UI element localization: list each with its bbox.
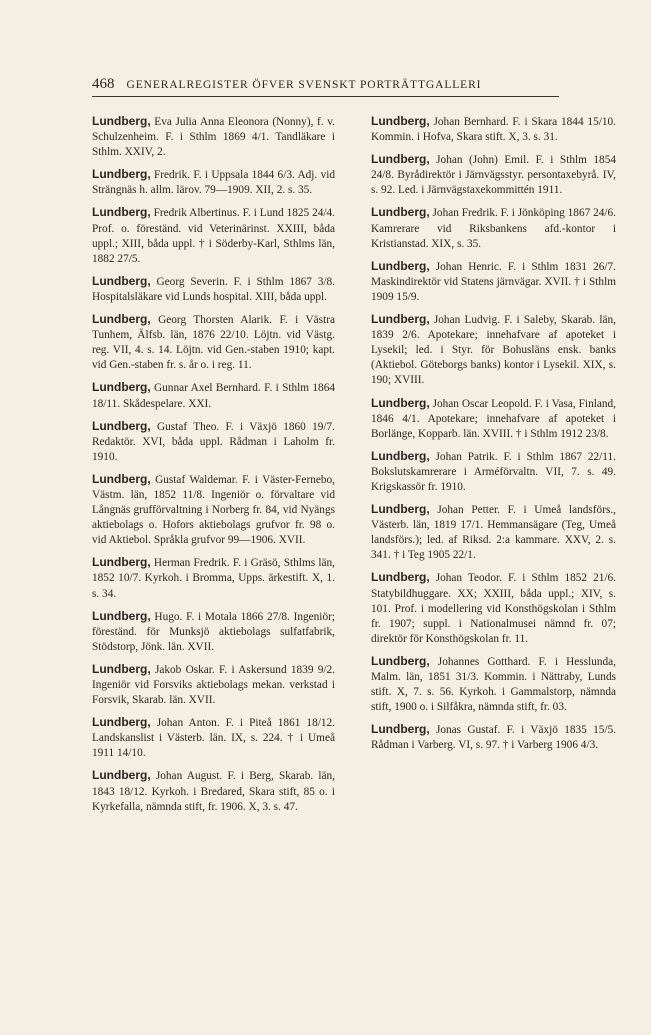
entry-surname: Lundberg,	[92, 167, 151, 182]
entry-surname: Lundberg,	[92, 555, 151, 570]
register-entry	[92, 167, 335, 198]
register-entry	[371, 152, 616, 198]
entry-text: Fredrik. F. i Uppsala 1844 6/3. Adj. vid Strängnäs h. allm. lärov. 79—1909. XII, 2. s. 35.	[92, 169, 335, 197]
register-entry	[92, 609, 335, 655]
entry-text: Johan Patrik. F. i Sthlm 1867 22/11. Bokslutskamrerare i Arméförvaltn. VII, 7. s. 49. Krigskassör fr. 1910.	[371, 450, 616, 493]
entry-surname: Lundberg,	[92, 715, 151, 730]
register-entry	[371, 312, 616, 388]
entry-surname: Lundberg,	[92, 312, 151, 327]
register-entry	[92, 380, 335, 411]
entry-text: Johannes Gotthard. F. i Hesslunda, Malm. län, 1851 31/3. Kommin. i Nättraby, Lunds stift. X, 7. s. 56. Kyrkoh. i Gammalstorp, nämnda stift, 1900 o. i Silfåkra, nämnda stift, fr. 03.	[371, 655, 616, 714]
entry-text: Hugo. F. i Motala 1866 27/8. Ingeniör; föreständ. för Munksjö aktiebolags sulfatfabrik, Stödstorp, Jönk. län. XVII.	[92, 610, 335, 653]
entry-text: Johan Fredrik. F. i Jönköping 1867 24/6. Kamrerare vid Riksbankens afd.-kontor i Kristianstad. XIX, s. 35.	[371, 207, 616, 250]
entry-text: Georg Severin. F. i Sthlm 1867 3/8. Hospitalsläkare vid Lunds hospital. XIII, båda uppl.	[92, 275, 335, 303]
entry-surname: Lundberg,	[92, 273, 151, 288]
register-entry	[371, 570, 616, 646]
register-entry	[371, 114, 616, 145]
entry-text: Georg Thorsten Alarik. F. i Västra Tunhem, Älfsb. län, 1876 22/10. Löjtn. vid Västg. reg. VII, 4. s. 14. Löjtn. vid Gen.-staben 1910; kapt. vid Gen.-staben fr. s. år o. i reg. 11.	[92, 314, 335, 372]
register-entry	[92, 419, 335, 465]
entry-text: Jakob Oskar. F. i Askersund 1839 9/2. Ingeniör vid Forsviks aktiebolags mekan. verkstad i Forsvik, Skarab. län. XVII.	[92, 663, 335, 707]
register-entry	[92, 312, 335, 373]
register-entry	[92, 114, 335, 160]
register-entry	[371, 259, 616, 305]
entry-surname: Lundberg,	[92, 471, 151, 486]
entry-surname: Lundberg,	[371, 114, 430, 128]
page-header	[92, 76, 560, 93]
register-entry	[92, 205, 335, 266]
register-entry	[92, 472, 335, 548]
entry-text: Gustaf Theo. F. i Växjö 1860 19/7. Redaktör. XVI, båda uppl. Rådman i Laholm fr. 1910.	[92, 420, 335, 463]
register-entry	[92, 715, 335, 761]
entry-text: Gunnar Axel Bernhard. F. i Sthlm 1864 18/11. Skådespelare. XXI.	[92, 382, 335, 410]
entry-text: Johan Petter. F. i Umeå landsförs., Västerb. län, 1819 17/1. Hemmansägare (Teg, Umeå landsförs.); led. af Riksd. 2:a kammare. XXV, 2. s. 341. † i Teg 1905 22/1.	[371, 504, 616, 562]
entry-surname: Lundberg,	[92, 114, 151, 128]
entry-text: Gustaf Waldemar. F. i Väster-Fernebo, Västm. län, 1852 11/8. Ingeniör o. förvaltare vid Långnäs grufförvaltning i Norberg fr. 84, vid Nyängs aktiebolags o. Hofors aktiebolags grufvor fr. 98 o. vid Aktiebol. Språkla grufvor 99—1906. XVII.	[92, 473, 335, 547]
entry-surname: Lundberg,	[92, 661, 151, 676]
right-column	[371, 114, 616, 760]
entry-surname: Lundberg,	[92, 205, 151, 220]
entry-surname: Lundberg,	[371, 570, 430, 585]
entry-text: Johan (John) Emil. F. i Sthlm 1854 24/8. Byrådirektör i Järnvägsstyr. persontaxebyrå. IV, s. 92. Led. i Järnvägstaxekommittén 1911.	[371, 154, 616, 197]
entry-surname: Lundberg,	[92, 768, 151, 783]
entry-surname: Lundberg,	[371, 448, 430, 463]
entry-surname: Lundberg,	[371, 722, 430, 737]
register-entry	[371, 396, 616, 442]
register-entry	[371, 449, 616, 495]
entry-text: Johan Ludvig. F. i Saleby, Skarab. län, 1839 2/6. Apotekare; innehafvare af apoteket i Lysekil; led. i Styr. för Bohusläns ensk. banks (Aktiebol. Göteborgs banks) kontor i Lysekil. XIX, s. 190; XVIII.	[371, 314, 616, 387]
entry-text: Johan Anton. F. i Piteå 1861 18/12. Landskanslist i Västerb. län. IX, s. 224. † i Umeå 1911 14/10.	[92, 717, 335, 760]
entry-surname: Lundberg,	[92, 608, 151, 623]
entry-text: Fredrik Albertinus. F. i Lund 1825 24/4. Prof. o. föreständ. vid Veterinärinst. XXIII, båda uppl.; XIII, båda uppl. † i Söderby-Karl, Sthlms län, 1882 27/5.	[92, 207, 335, 265]
register-entry	[371, 722, 616, 753]
header-rule	[92, 96, 559, 97]
entry-text: Johan Henric. F. i Sthlm 1831 26/7. Maskindirektör vid Statens järnvägar. XVII. † i Sthlm 1909 15/9.	[371, 260, 616, 303]
register-entry	[371, 502, 616, 563]
entry-text: Johan Oscar Leopold. F. i Vasa, Finland, 1846 4/1. Apotekare; innehafvare af apoteket i Borlänge, Kopparb. län. XVIII. † i Sthlm 1912 23/8.	[371, 397, 616, 440]
entry-surname: Lundberg,	[371, 312, 430, 327]
running-title: GENERALREGISTER ÖFVER SVENSKT PORTRÄTTGALLERI	[126, 79, 482, 91]
entry-text: Johan Bernhard. F. i Skara 1844 15/10. Kommin. i Hofva, Skara stift. X, 3. s. 31.	[371, 116, 616, 144]
entry-text: Johan Teodor. F. i Sthlm 1852 21/6. Statybildhuggare. XX; XXIII, båda uppl.; XIV, s. 101. Prof. i modellering vid Konsthögskolan i Sthlm fr. 1907; suppl. i Nationalmusei nämnd fr. 07; direktör för Konsthögskolan fr. 11.	[371, 572, 616, 645]
register-entry	[92, 662, 335, 708]
entry-surname: Lundberg,	[371, 502, 430, 517]
entry-surname: Lundberg,	[371, 258, 430, 273]
entry-surname: Lundberg,	[371, 653, 430, 668]
entry-surname: Lundberg,	[92, 418, 151, 433]
entry-text: Jonas Gustaf. F. i Växjö 1835 15/5. Rådman i Varberg. VI, s. 97. † i Varberg 1906 4/3.	[371, 724, 616, 752]
entry-surname: Lundberg,	[371, 205, 430, 220]
left-column	[92, 114, 335, 822]
register-entry	[371, 654, 616, 715]
page-number: 468	[92, 76, 115, 92]
entry-text: Herman Fredrik. F. i Gräsö, Sthlms län, 1852 10/7. Kyrkoh. i Bromma, Upps. ärkestift. X, 1. s. 34.	[92, 557, 335, 600]
entry-surname: Lundberg,	[371, 395, 430, 410]
register-entry	[92, 555, 335, 601]
register-entry	[92, 768, 335, 814]
entry-surname: Lundberg,	[92, 380, 151, 395]
register-entry	[92, 274, 335, 305]
entry-text: Eva Julia Anna Eleonora (Nonny), f. v. Schulzenheim. F. i Sthlm 1869 4/1. Tandläkare i Sthlm. XXIV, 2.	[92, 116, 335, 159]
entry-surname: Lundberg,	[371, 152, 430, 167]
entry-text: Johan August. F. i Berg, Skarab. län, 1843 18/12. Kyrkoh. i Bredared, Skara stift, 85 o. i Kyrkefalla, nämnda stift, fr. 1906. X, 3. s. 47.	[92, 770, 335, 813]
register-entry	[371, 205, 616, 251]
